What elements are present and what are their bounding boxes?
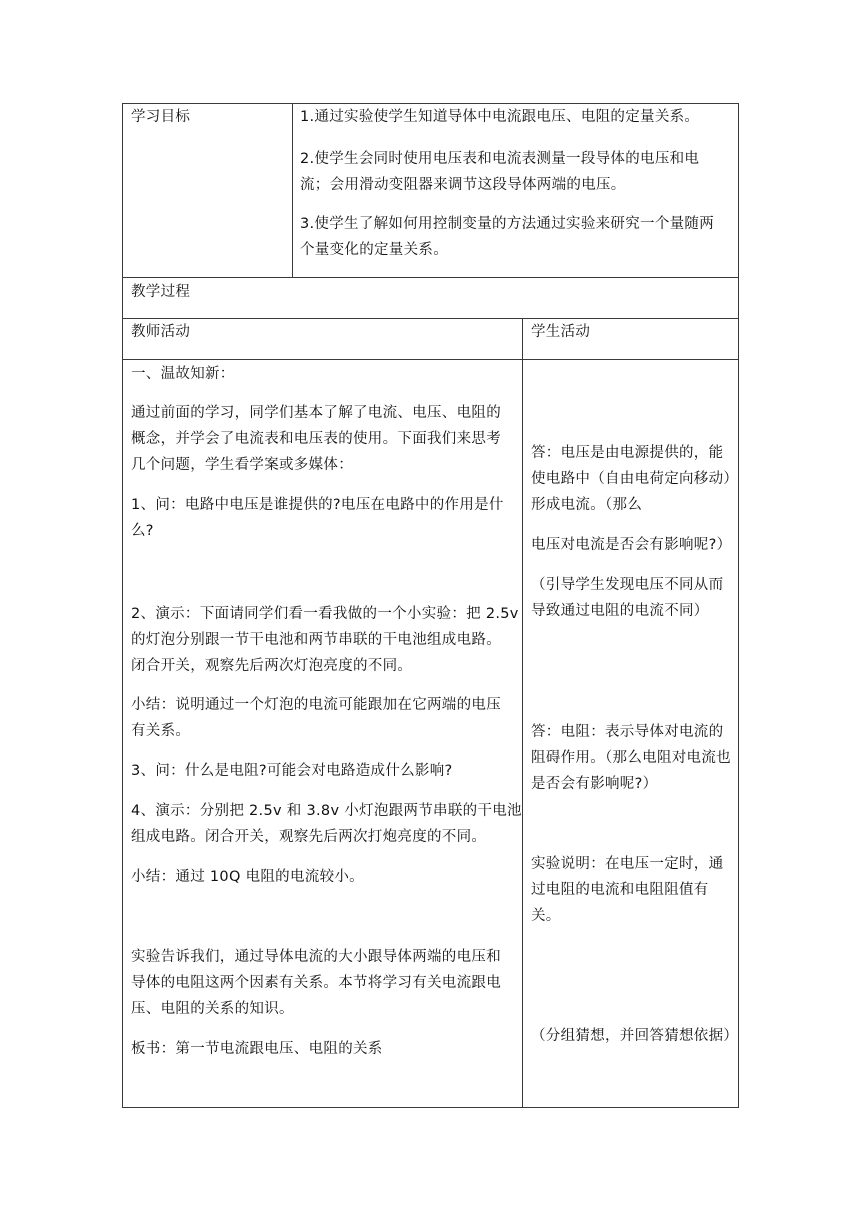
objectives-divider [292,103,293,278]
teacher-p4-line-3: 闭合开关，观察先后两次灯泡亮度的不同。 [131,658,413,674]
teacher-p2-line-2: 概念，并学会了电流表和电压表的使用。下面我们来思考 [131,431,501,447]
objective-1-line-1: 1.通过实验使学生知道导体中电流跟电压、电阻的定量关系。 [300,109,700,125]
objective-3-line-1: 3.使学生了解如何用控制变量的方法通过实验来研究一个量随两 [300,216,715,232]
process-title-divider [122,318,739,319]
teacher-p10: 板书：第一节电流跟电压、电阻的关系 [131,1041,383,1057]
student-activity-header: 学生活动 [531,324,591,340]
teacher-p4-line-2: 的灯泡分别跟一节干电池和两节串联的干电池组成电路。 [131,632,501,648]
student-p6: （分组猜想，并回答猜想依据） [531,1028,739,1044]
student-p1-line-2: 使电路中（自由电荷定向移动） [531,471,739,487]
teacher-p6: 3、问：什么是电阻?可能会对电路造成什么影响? [131,763,453,779]
teacher-p9-line-2: 导体的电阻这两个因素有关系。本节将学习有关电流跟电 [131,975,501,991]
student-p4-line-2: 阻碍作用。（那么电阻对电流也 [531,750,731,766]
process-header-divider [122,359,739,360]
teacher-p5-line-1: 小结：说明通过一个灯泡的电流可能跟加在它两端的电压 [131,697,501,713]
objectives-label: 学习目标 [131,109,191,125]
teacher-p1: 一、温故知新： [131,366,235,382]
process-title: 教学过程 [131,284,191,300]
objective-2-line-2: 流；会用滑动变阻器来调节这段导体两端的电压。 [300,177,626,193]
student-p3-line-1: （引导学生发现电压不同从而 [531,577,724,593]
teacher-p4-line-1: 2、演示：下面请同学们看一看我做的一个小实验：把 2.5v [131,606,519,622]
teacher-p8: 小结：通过 10Q 电阻的电流较小。 [131,869,364,885]
teacher-p3-line-2: 么? [131,523,154,539]
teacher-p3-line-1: 1、问：电路中电压是谁提供的?电压在电路中的作用是什 [131,497,504,513]
student-p2: 电压对电流是否会有影响呢?） [531,537,732,553]
student-p1-line-3: 形成电流。（那么 [531,497,643,513]
teacher-p7-line-2: 组成电路。闭合开关，观察先后两次打炮亮度的不同。 [131,829,487,845]
student-p5-line-3: 关。 [531,908,561,924]
objective-3-line-2: 个量变化的定量关系。 [300,242,448,258]
student-p4-line-3: 是否会有影响呢?） [531,776,658,792]
teacher-p2-line-3: 几个问题，学生看学案或多媒体： [131,457,353,473]
process-column-divider [522,318,523,1108]
student-p1-line-1: 答：电压是由电源提供的，能 [531,445,724,461]
teacher-activity-header: 教师活动 [131,324,191,340]
student-p4-line-1: 答：电阻：表示导体对电流的 [531,724,724,740]
teacher-p9-line-3: 压、电阻的关系的知识。 [131,1001,294,1017]
teacher-p9-line-1: 实验告诉我们，通过导体电流的大小跟导体两端的电压和 [131,949,501,965]
objective-2-line-1: 2.使学生会同时使用电压表和电流表测量一段导体的电压和电 [300,151,700,167]
student-p3-line-2: 导致通过电阻的电流不同） [531,603,709,619]
teacher-p5-line-2: 有关系。 [131,723,191,739]
teacher-p7-line-1: 4、演示：分别把 2.5v 和 3.8v 小灯泡跟两节串联的干电池 [131,803,522,819]
student-p5-line-2: 过电阻的电流和电阻阻值有 [531,882,709,898]
teacher-p2-line-1: 通过前面的学习，同学们基本了解了电流、电压、电阻的 [131,405,501,421]
student-p5-line-1: 实验说明：在电压一定时，通 [531,856,724,872]
